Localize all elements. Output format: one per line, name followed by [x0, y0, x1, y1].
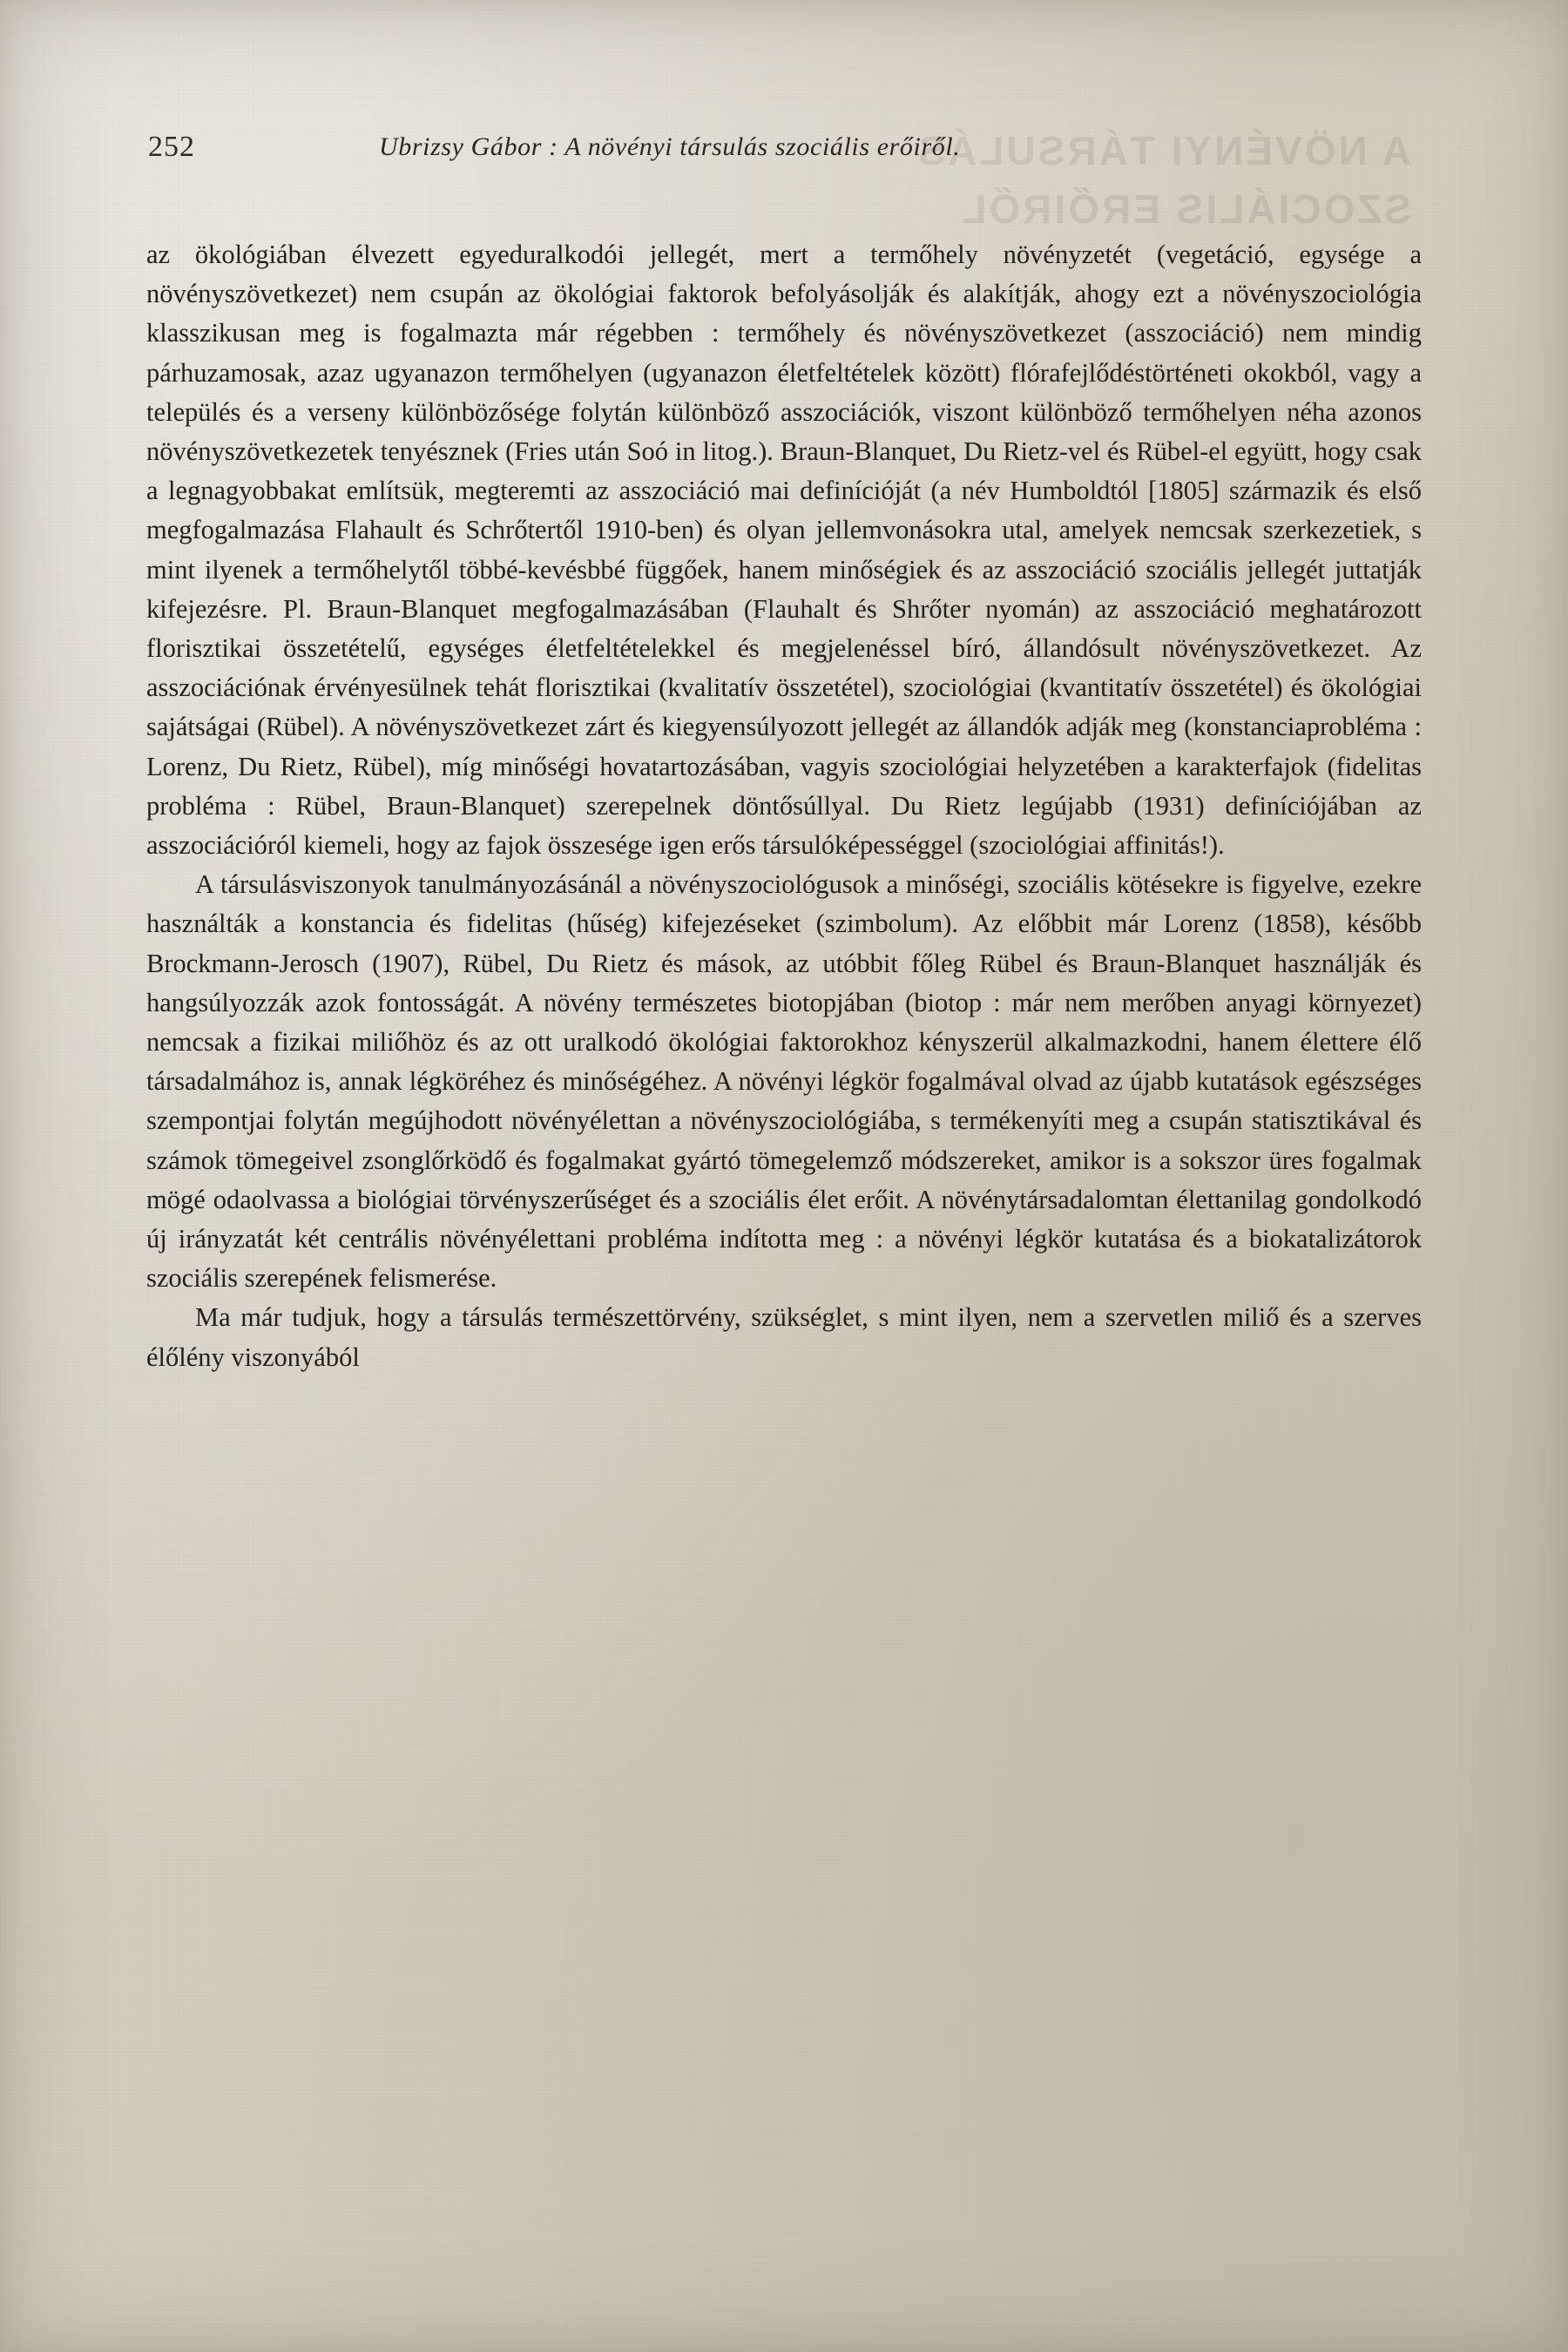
- running-head: Ubrizsy Gábor : A növényi társulás szociális erőiről.: [379, 132, 961, 161]
- body-text: [146, 235, 1422, 1377]
- page-header: [148, 131, 1420, 166]
- paragraph-3: Ma már tudjuk, hogy a társulás természettörvény, szükséglet, s mint ilyen, nem a szervetlen miliő és a szerves élőlény viszonyából: [146, 1302, 1422, 1372]
- bleed-through-text: A NÖVÉNYI TÁRSULÁS SZOCIÁLIS ERŐIRŐL: [916, 128, 1411, 232]
- page-number: 252: [148, 131, 195, 163]
- paragraph-1: az ökológiában élvezett egyeduralkodói jellegét, mert a termőhely növényzetét (vegetáció, egysége a növényszövetkezet) nem csupán az ökológiai faktorok befolyásolják és alakítják, ahogy ezt a növényszociológia klasszikusan meg is fogalmazta már régebben : termőhely és növényszövetkezet (asszociáció) nem mindig párhuzamosak, azaz ugyanazon termőhelyen (ugyanazon életfeltételek között) flórafejlődéstörténeti okokból, vagy a település és a verseny különbözősége folytán különböző asszociációk, viszont különböző termőhelyen néha azonos növényszövetkezetek tenyésznek (Fries után Soó in litog.). Braun-Blanquet, Du Rietz-vel és Rübel-el együtt, hogy csak a legnagyobbakat említsük, megteremti az asszociáció mai definícióját (a név Humboldtól [1805] származik és első megfogalmazása Flahault és Schrőtertől 1910-ben) és olyan jellemvonásokra utal, amelyek nemcsak szerkezetiek, s mint ilyenek a termőhelytől többé-kevésbbé függőek, hanem minőségiek és az asszociáció szociális jellegét juttatják kifejezésre. Pl. Braun-Blanquet megfogalmazásában (Flauhalt és Shrőter nyomán) az asszociáció meghatározott florisztikai összetételű, egységes életfeltételekkel és megjelenéssel bíró, állandósult növényszövetkezet. Az asszociációnak érvényesülnek tehát florisztikai (kvalitatív összetétel), szociológiai (kvantitatív összetétel) és ökológiai sajátságai (Rübel). A növényszövetkezet zárt és kiegyensúlyozott jellegét az állandók adják meg (konstanciaprobléma : Lorenz, Du Rietz, Rübel), míg minőségi hovatartozásában, vagyis szociológiai helyzetében a karakterfajok (fidelitas probléma : Rübel, Braun-Blanquet) szerepelnek döntősúllyal. Du Rietz legújabb (1931) definíciójában az asszociációról kiemeli, hogy az fajok összesége igen erős társulóképességgel (szociológiai affinitás!).: [146, 240, 1422, 861]
- paragraph-2: A társulásviszonyok tanulmányozásánál a növényszociológusok a minőségi, szociális kötésekre is figyelve, ezekre használták a konstancia és fidelitas (hűség) kifejezéseket (szimbolum). Az előbbit már Lorenz (1858), később Brockmann-Jerosch (1907), Rübel, Du Rietz és mások, az utóbbit főleg Rübel és Braun-Blanquet használják és hangsúlyozzák azok fontosságát. A növény természetes biotopjában (biotop : már nem merőben anyagi környezet) nemcsak a fizikai miliőhöz és az ott uralkodó ökológiai faktorokhoz kényszerül alkalmazkodni, hanem élettere élő társadalmához is, annak légköréhez és minőségéhez. A növényi légkör fogalmával olvad az újabb kutatások egészséges szempontjai folytán megújhodott növényélettan a növényszociológiába, s termékenyíti meg a csupán statisztikával és számok tömegeivel zsonglőrködő és fogalmakat gyártó tömegelemző módszereket, amikor is a sokszor üres fogalmak mögé odaolvassa a biológiai törvényszerűséget és a szociális élet erőit. A növénytársadalomtan élettanilag gondolkodó új irányzatát két centrális növényélettani probléma indította meg : a növényi légkör kutatása és a biokatalizátorok szociális szerepének felismerése.: [146, 869, 1422, 1294]
